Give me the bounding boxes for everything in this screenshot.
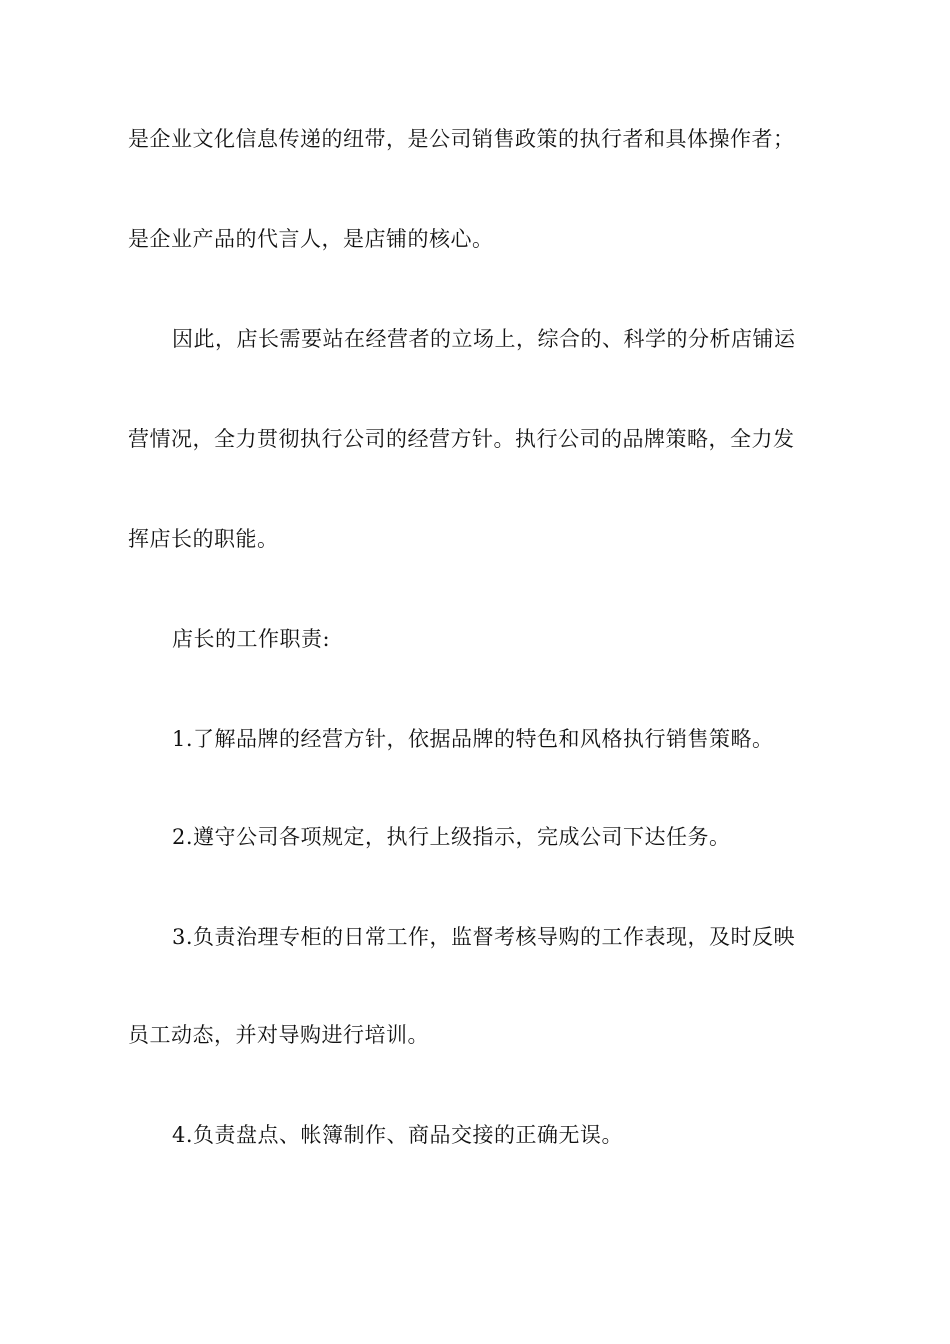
section-heading: 店长的工作职责: <box>172 627 331 651</box>
paragraph-line: 营情况，全力贯彻执行公司的经营方针。执行公司的品牌策略，全力发 <box>128 427 795 451</box>
list-item: 3.负责治理专柜的日常工作，监督考核导购的工作表现，及时反映 <box>172 925 796 949</box>
paragraph-line: 因此，店长需要站在经营者的立场上，综合的、科学的分析店铺运 <box>172 327 796 351</box>
list-item: 1.了解品牌的经营方针，依据品牌的特色和风格执行销售策略。 <box>172 727 774 751</box>
list-item: 4.负责盘点、帐簿制作、商品交接的正确无误。 <box>172 1123 624 1147</box>
list-item-continuation: 员工动态，并对导购进行培训。 <box>128 1023 429 1047</box>
paragraph-line: 是企业文化信息传递的纽带，是公司销售政策的执行者和具体操作者； <box>128 127 795 151</box>
list-item: 2.遵守公司各项规定，执行上级指示，完成公司下达任务。 <box>172 825 731 849</box>
paragraph-line: 挥店长的职能。 <box>128 527 279 551</box>
paragraph-line: 是企业产品的代言人，是店铺的核心。 <box>128 227 494 251</box>
